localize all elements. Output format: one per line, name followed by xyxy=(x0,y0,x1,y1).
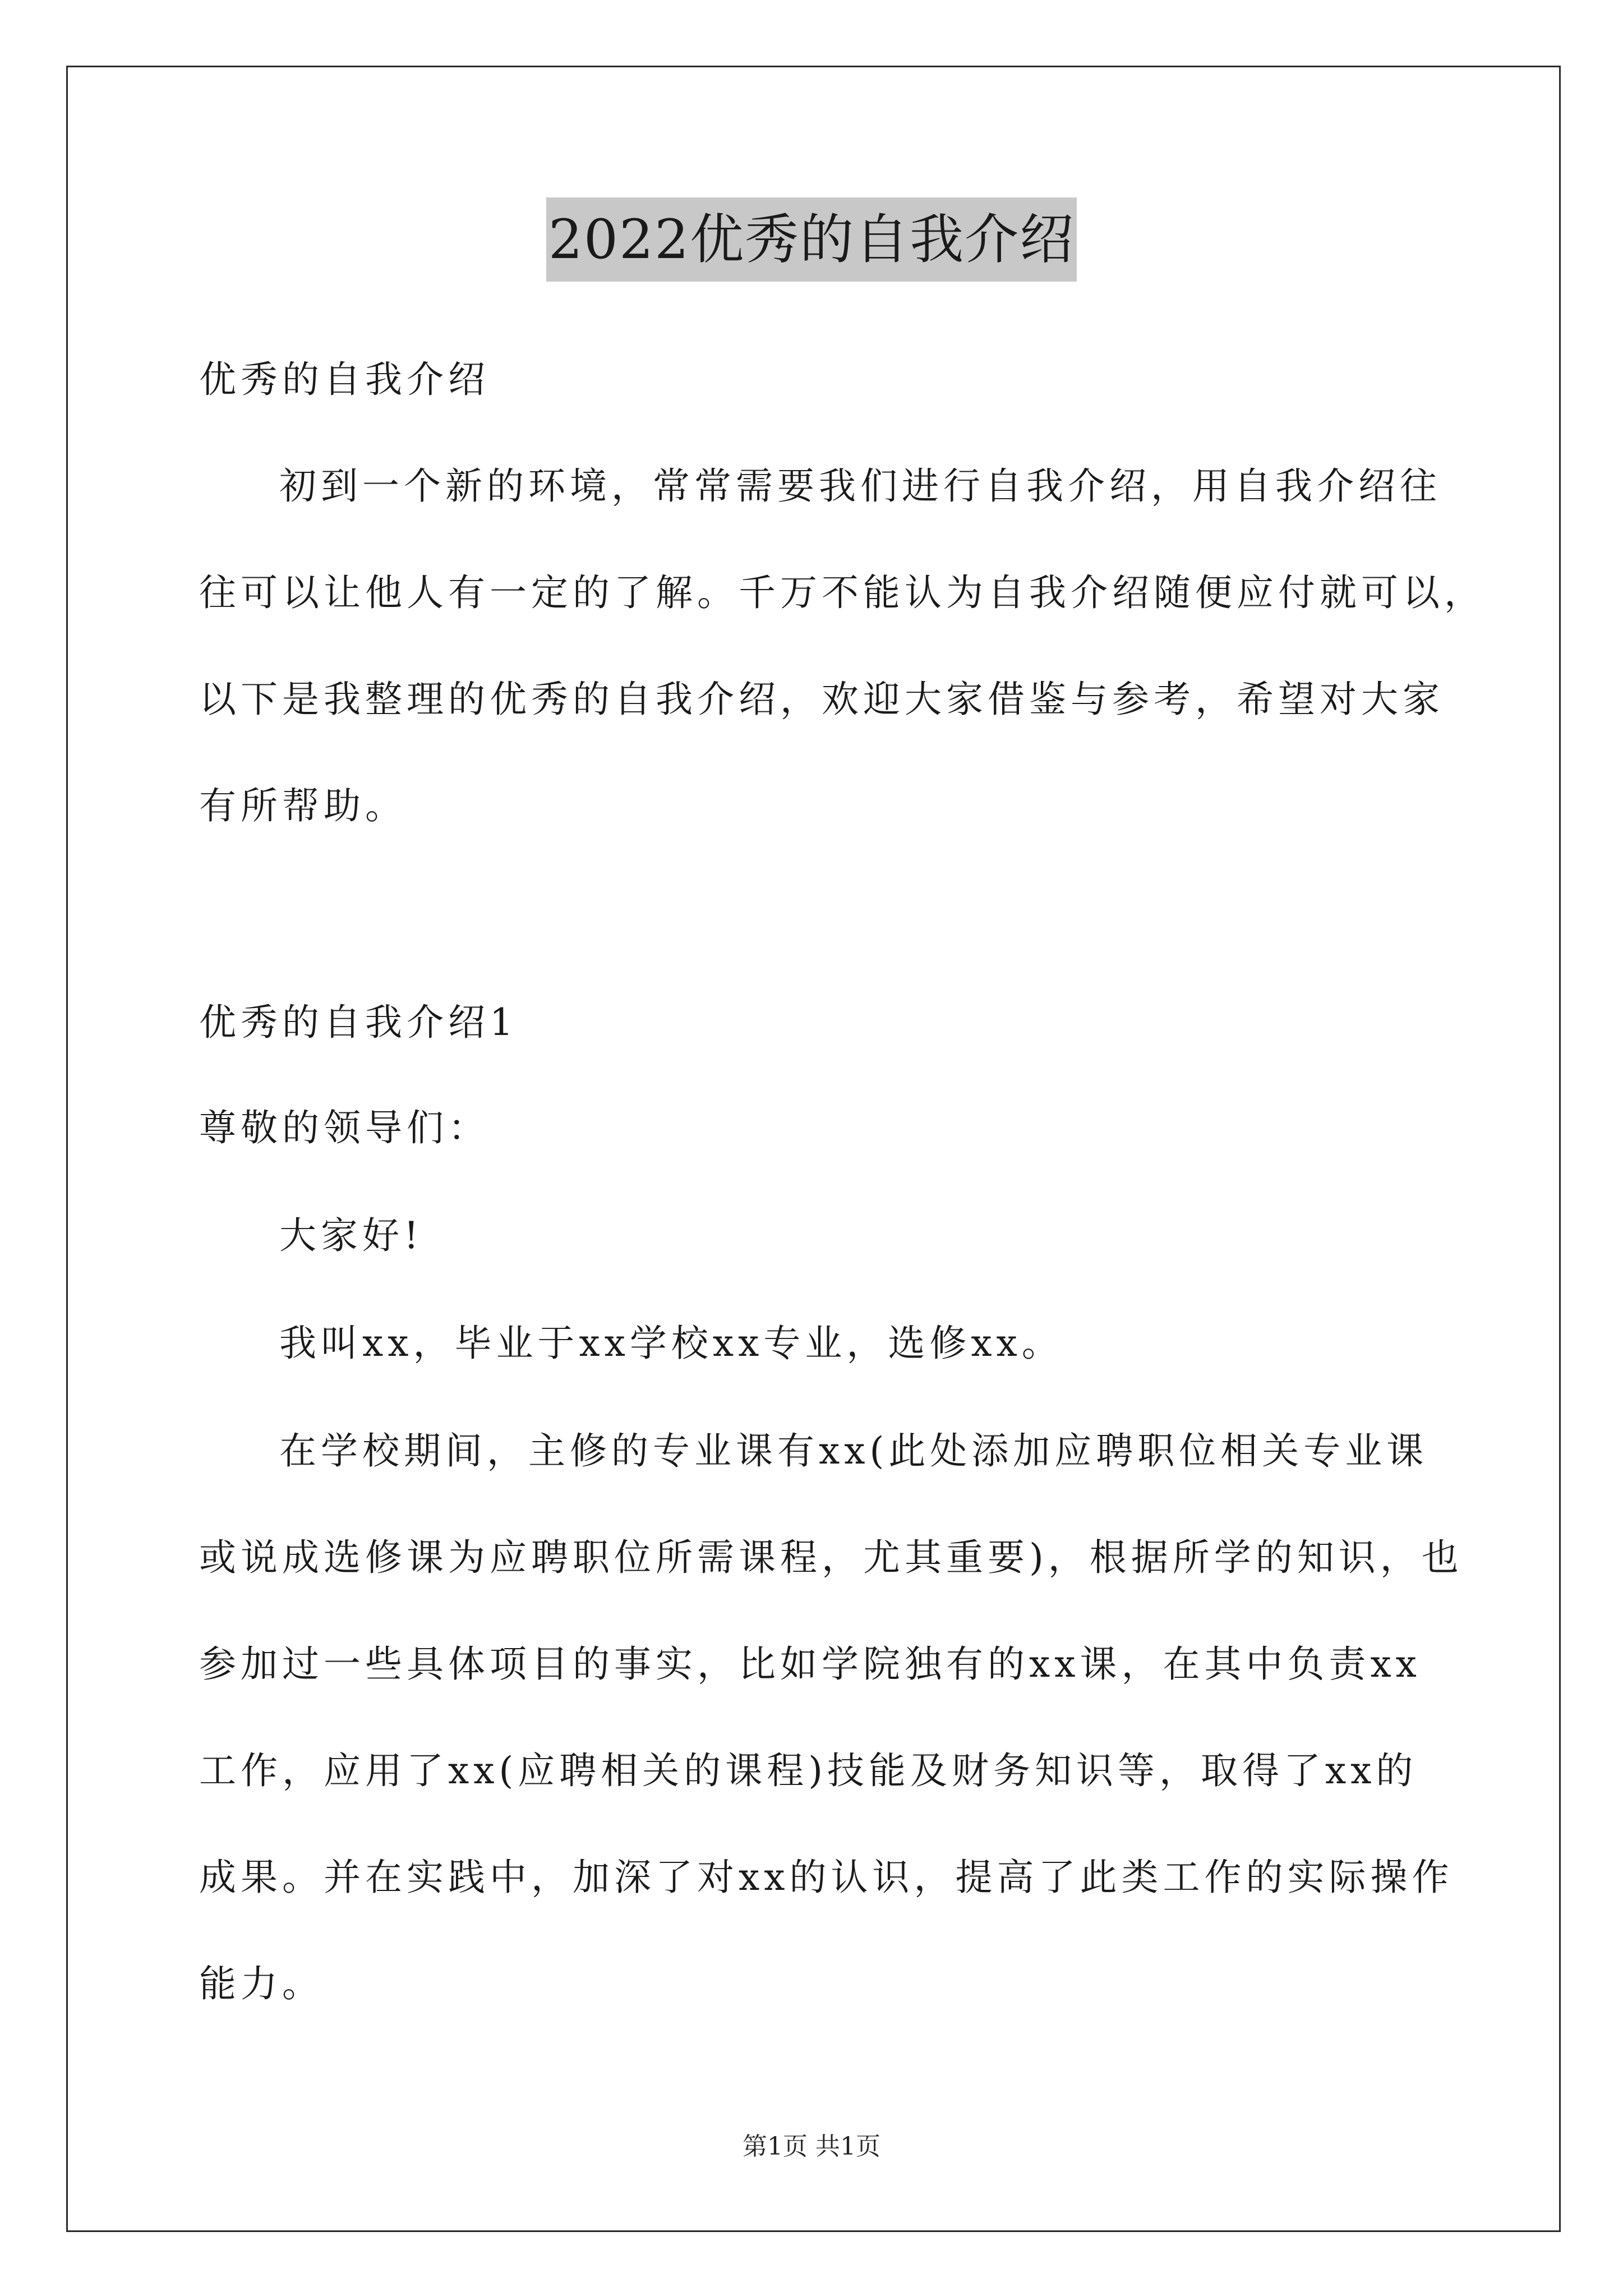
title-container xyxy=(0,197,1623,282)
salutation: 尊敬的领导们： xyxy=(199,1106,490,1149)
paragraph-line: 在学校期间，主修的专业课有xx(此处添加应聘职位相关专业课 xyxy=(279,1429,1428,1473)
page-footer: 第1页 共1页 xyxy=(743,2132,880,2161)
paragraph-line: 参加过一些具体项目的事实，比如学院独有的xx课，在其中负责xx xyxy=(199,1642,1421,1686)
intro-line: 初到一个新的环境，常常需要我们进行自我介绍，用自我介绍往 xyxy=(279,464,1441,508)
paragraph-line: 工作，应用了xx(应聘相关的课程)技能及财务知识等，取得了xx的 xyxy=(199,1749,1418,1792)
subtitle: 优秀的自我介绍 xyxy=(199,358,490,401)
document-title: 2022优秀的自我介绍 xyxy=(546,197,1077,282)
intro-line: 有所帮助。 xyxy=(199,784,407,827)
intro-line: 以下是我整理的优秀的自我介绍，欢迎大家借鉴与参考，希望对大家 xyxy=(199,678,1444,721)
section-heading: 优秀的自我介绍1 xyxy=(199,1001,518,1044)
greeting: 大家好! xyxy=(279,1214,423,1257)
paragraph-line: 能力。 xyxy=(199,1962,324,2005)
paragraph-line: 我叫xx，毕业于xx学校xx专业，选修xx。 xyxy=(279,1322,1063,1365)
paragraph-line: 成果。并在实践中，加深了对xx的认识，提高了此类工作的实际操作 xyxy=(199,1856,1454,1899)
intro-line: 往可以让他人有一定的了解。千万不能认为自我介绍随便应付就可以， xyxy=(199,571,1486,614)
paragraph-line: 或说成选修课为应聘职位所需课程，尤其重要)，根据所学的知识，也 xyxy=(199,1536,1463,1579)
